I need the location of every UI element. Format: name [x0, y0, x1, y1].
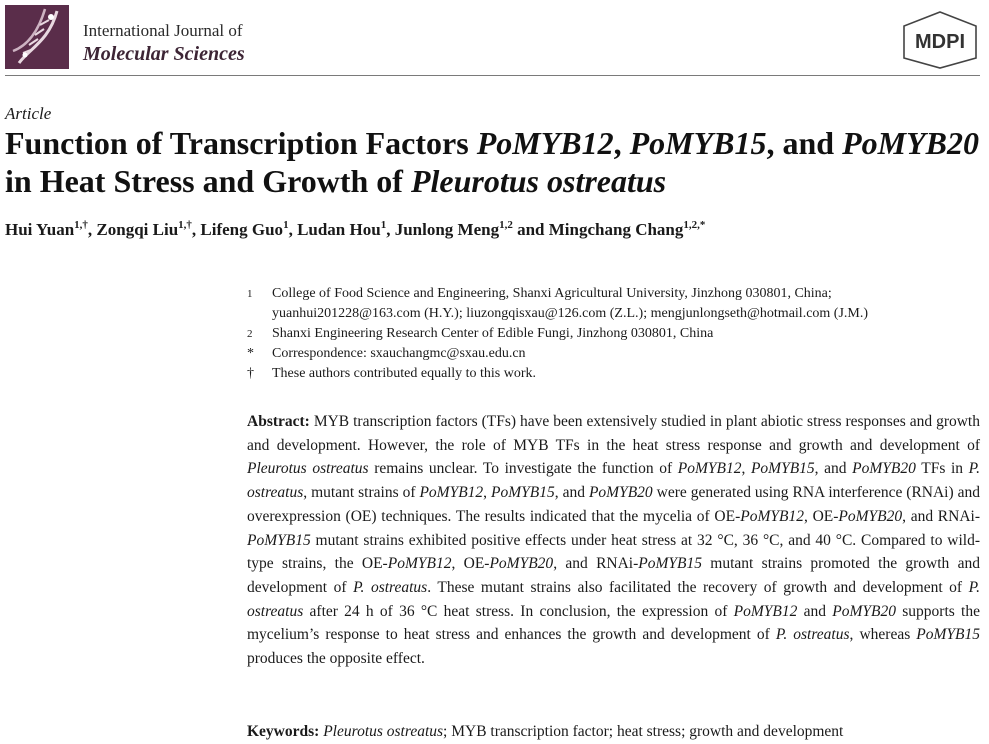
- author-name: Zongqi Liu: [96, 220, 179, 239]
- journal-name-line2: Molecular Sciences: [83, 43, 245, 65]
- affiliation-item: [247, 324, 982, 344]
- affiliation-text: Shanxi Engineering Research Center of Edible Fungi, Jinzhong 030801, China: [272, 326, 714, 341]
- author-affil-sup: 1,†: [74, 219, 88, 231]
- author-affil-sup: 1: [380, 219, 387, 231]
- author-affil-sup: 1,†: [178, 219, 192, 231]
- affiliation-mark: †: [247, 366, 254, 381]
- journal-logo-icon: [5, 5, 69, 69]
- keywords: Keywords: Pleurotus ostreatus; MYB transcription factor; heat stress; growth and development: [247, 723, 844, 740]
- author-name: Mingchang Chang: [548, 220, 684, 239]
- header-divider: [5, 75, 980, 76]
- mdpi-logo-icon: [900, 10, 980, 70]
- correspondence-text: Correspondence: sxauchangmc@sxau.edu.cn: [272, 346, 526, 361]
- affiliations: [247, 284, 982, 384]
- author-name: Ludan Hou: [297, 220, 381, 239]
- affiliation-item: [247, 284, 982, 324]
- abstract: Abstract: MYB transcription factors (TFs) have been extensively studied in plant abiotic stress responses and growth and development. However, the role of MYB TFs in the heat stress response and growth and development of Pleurotus ostreatus remains unclear. To investigate the function of PoMYB12, PoMYB15, and PoMYB20 TFs in P. ostreatus, mutant strains of PoMYB12, PoMYB15, and PoMYB20 were generated using RNA interference (RNAi) and overexpression (OE) techniques. The results indicated that the mycelia of OE-PoMYB12, OE-PoMYB20, and RNAi-PoMYB15 mutant strains exhibited positive effects under heat stress at 32 °C, 36 °C, and 40 °C. Compared to wild-type strains, the OE-PoMYB12, OE-PoMYB20, and RNAi-PoMYB15 mutant strains promoted the growth and development of P. ostreatus. These mutant strains also facilitated the recovery of growth and development of P. ostreatus after 24 h of 36 °C heat stress. In conclusion, the expression of PoMYB12 and PoMYB20 supports the mycelium’s response to heat stress and enhances the growth and development of P. ostreatus, whereas PoMYB15 produces the opposite effect.: [247, 413, 981, 668]
- affiliation-mark: *: [247, 346, 254, 361]
- affiliation-mark: 2: [247, 328, 253, 340]
- affiliation-mark: 1: [247, 288, 253, 300]
- publisher-logo-text: MDPI: [915, 31, 965, 53]
- author-name: Hui Yuan: [5, 220, 75, 239]
- keywords-label: Keywords:: [247, 723, 320, 740]
- author-affil-sup: 1,2,*: [683, 219, 706, 231]
- affiliation-text: College of Food Science and Engineering, Shanxi Agricultural University, Jinzhong 030801, China; yuanhui201228@163.com (H.Y.); liuzongqisxau@126.com (Z.L.); mengjunlongseth@hotmail.com (J.M.): [272, 286, 869, 321]
- article-title: Function of Transcription Factors PoMYB12, PoMYB15, and PoMYB20 in Heat Stress and Growth of Pleurotus ostreatus: [5, 125, 979, 199]
- journal-header: [5, 5, 980, 75]
- author-name: Junlong Meng: [394, 220, 500, 239]
- author-name: Lifeng Guo: [200, 220, 284, 239]
- equal-contribution-note: [247, 364, 982, 384]
- abstract-label: Abstract:: [247, 413, 310, 430]
- author-affil-sup: 1,2: [499, 219, 513, 231]
- journal-name-line1: International Journal of: [83, 21, 243, 40]
- article-type: Article: [5, 104, 52, 123]
- equal-contribution-text: These authors contributed equally to this work.: [272, 366, 536, 381]
- author-list: Hui Yuan$^{1,\dagger}$, Zongqi Liu$^{1,\dagger}$, Lifeng Guo$^1$, Ludan Hou$^1$, Junlong Meng$^{1,2}$ and Mingchang Chang$^{1,2,*}$: [5, 219, 706, 239]
- author-affil-sup: 1: [283, 219, 289, 231]
- correspondence-item: [247, 344, 982, 364]
